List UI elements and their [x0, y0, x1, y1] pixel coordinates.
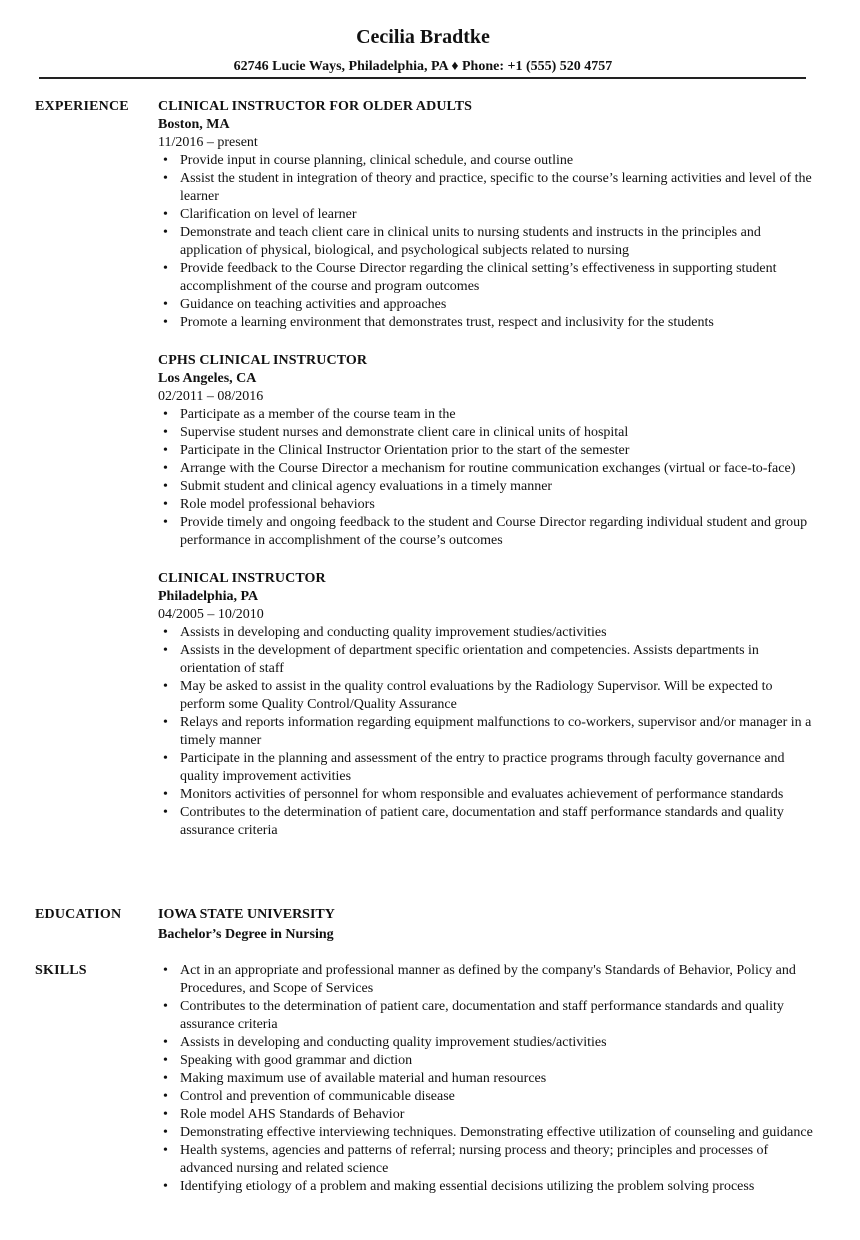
list-item: • Making maximum use of available material and human resources	[180, 1070, 818, 1088]
list-item: • Demonstrating effective interviewing techniques. Demonstrating effective utilization of counseling and guidance	[180, 1124, 818, 1142]
list-item: • Participate as a member of the course team in the	[180, 406, 818, 424]
job-entry	[158, 352, 818, 550]
experience-section-label: EXPERIENCE	[35, 99, 129, 114]
education-section-label: EDUCATION	[35, 907, 122, 922]
job-location: Los Angeles, CA	[158, 371, 257, 386]
list-item: • Contributes to the determination of patient care, documentation and staff performance standards and quality assurance criteria	[180, 998, 818, 1034]
list-item: • Clarification on level of learner	[180, 206, 818, 224]
list-item: • Role model AHS Standards of Behavior	[180, 1106, 818, 1124]
job-title: CPHS CLINICAL INSTRUCTOR	[158, 353, 368, 368]
header-divider	[39, 77, 806, 79]
list-item: • Control and prevention of communicable disease	[180, 1088, 818, 1106]
job-dates: 02/2011 – 08/2016	[158, 389, 264, 404]
job-duties-list	[158, 152, 818, 332]
job-duties-list	[158, 624, 818, 840]
list-item: • Demonstrate and teach client care in clinical units to nursing students and instructs in the principles and application of physical, biological, and psychological subjects related to nursing	[180, 224, 818, 260]
school-name: IOWA STATE UNIVERSITY	[158, 907, 335, 922]
list-item: • Relays and reports information regarding equipment malfunctions to co-workers, supervisor and/or manager in a timely manner	[180, 714, 818, 750]
list-item: • Supervise student nurses and demonstrate client care in clinical units of hospital	[180, 424, 818, 442]
list-item: • Monitors activities of personnel for whom responsible and evaluates achievement of performance standards	[180, 786, 818, 804]
job-title: CLINICAL INSTRUCTOR FOR OLDER ADULTS	[158, 99, 473, 114]
degree: Bachelor’s Degree in Nursing	[158, 927, 334, 942]
job-location: Philadelphia, PA	[158, 589, 259, 604]
education-section	[158, 906, 818, 944]
list-item: • Guidance on teaching activities and approaches	[180, 296, 818, 314]
list-item: • Act in an appropriate and professional manner as defined by the company's Standards of Behavior, Policy and Procedures, and Scope of Services	[180, 962, 818, 998]
list-item: • Assists in developing and conducting quality improvement studies/activities	[180, 1034, 818, 1052]
skills-list	[158, 962, 818, 1196]
job-entry	[158, 570, 818, 840]
job-dates: 04/2005 – 10/2010	[158, 607, 264, 622]
job-entry	[158, 98, 818, 332]
list-item: • Promote a learning environment that demonstrates trust, respect and inclusivity for the students	[180, 314, 818, 332]
skills-section	[158, 962, 818, 1196]
list-item: • May be asked to assist in the quality control evaluations by the Radiology Supervisor. Will be expected to perform some Quality Control/Quality Assurance	[180, 678, 818, 714]
list-item: • Health systems, agencies and patterns of referral; nursing process and theory; principles and processes of advanced nursing and related science	[180, 1142, 818, 1178]
experience-section	[158, 98, 818, 860]
list-item: • Identifying etiology of a problem and making essential decisions utilizing the problem solving process	[180, 1178, 818, 1196]
skills-section-label: SKILLS	[35, 963, 87, 978]
job-title: CLINICAL INSTRUCTOR	[158, 571, 326, 586]
list-item: • Role model professional behaviors	[180, 496, 818, 514]
list-item: • Participate in the planning and assessment of the entry to practice programs through faculty governance and quality improvement activities	[180, 750, 818, 786]
job-dates: 11/2016 – present	[158, 135, 258, 150]
list-item: • Assists in the development of department specific orientation and competencies. Assists departments in orientation of staff	[180, 642, 818, 678]
list-item: • Provide feedback to the Course Director regarding the clinical setting’s effectiveness in supporting student accomplishment of the course and program outcomes	[180, 260, 818, 296]
list-item: • Submit student and clinical agency evaluations in a timely manner	[180, 478, 818, 496]
list-item: • Assists in developing and conducting quality improvement studies/activities	[180, 624, 818, 642]
job-duties-list	[158, 406, 818, 550]
candidate-name: Cecilia Bradtke	[356, 26, 490, 48]
list-item: • Speaking with good grammar and diction	[180, 1052, 818, 1070]
list-item: • Provide timely and ongoing feedback to the student and Course Director regarding individual student and group performance in accomplishment of the course’s outcomes	[180, 514, 818, 550]
list-item: • Contributes to the determination of patient care, documentation and staff performance standards and quality assurance criteria	[180, 804, 818, 840]
list-item: • Provide input in course planning, clinical schedule, and course outline	[180, 152, 818, 170]
list-item: • Participate in the Clinical Instructor Orientation prior to the start of the semester	[180, 442, 818, 460]
contact-line: 62746 Lucie Ways, Philadelphia, PA ♦ Phone: +1 (555) 520 4757	[233, 59, 613, 74]
list-item: • Arrange with the Course Director a mechanism for routine communication exchanges (virtual or face-to-face)	[180, 460, 818, 478]
list-item: • Assist the student in integration of theory and practice, specific to the course’s learning activities and level of the learner	[180, 170, 818, 206]
job-location: Boston, MA	[158, 117, 230, 132]
